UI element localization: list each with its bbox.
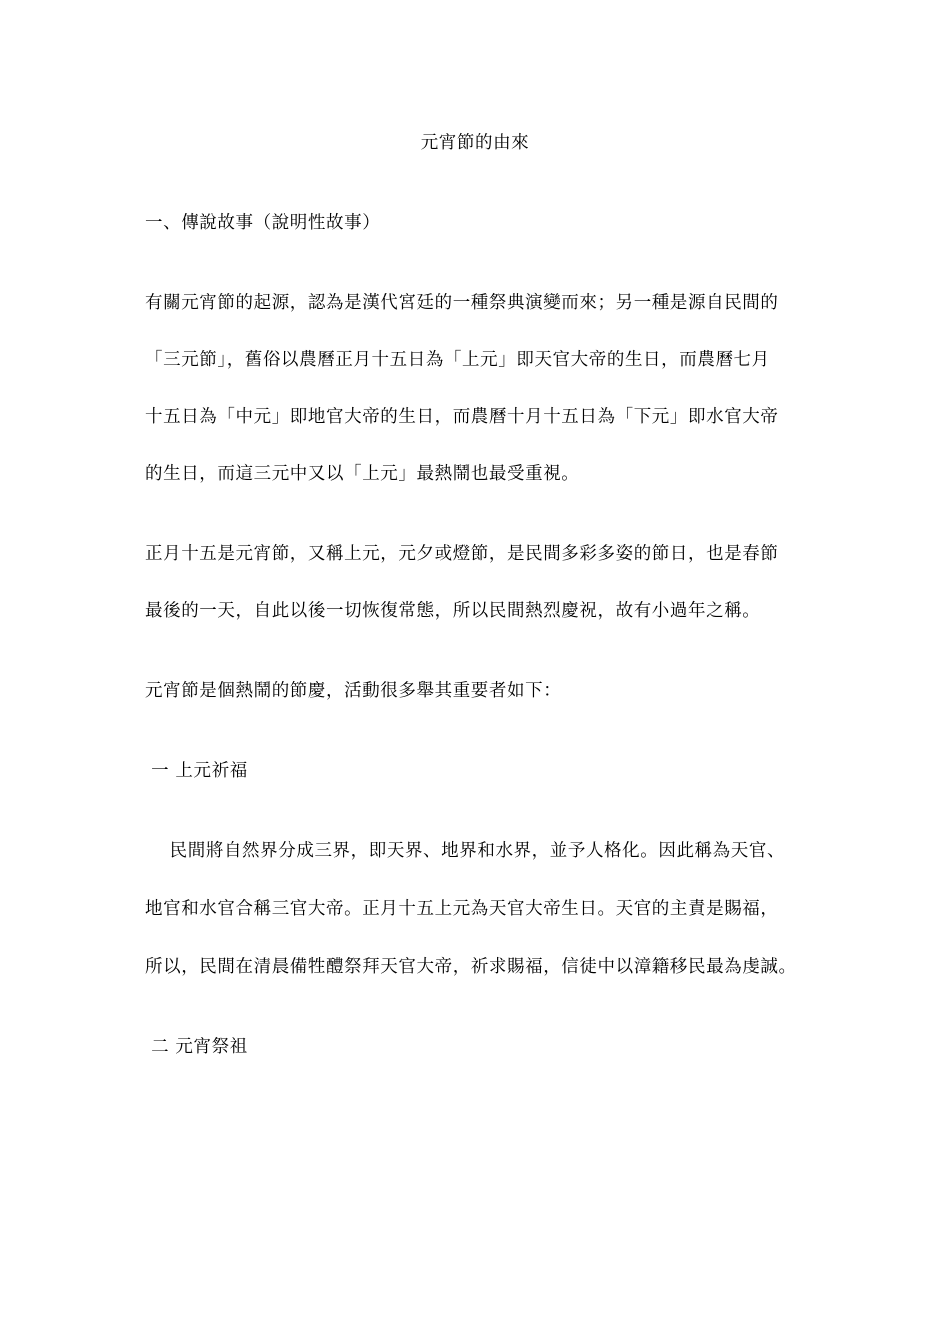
- paragraph-2-line-1: 正月十五是元宵節，又稱上元，元夕或燈節，是民間多彩多姿的節日，也是春節: [145, 544, 779, 564]
- paragraph-4-line-1: 民間將自然界分成三界，即天界、地界和水界，並予人格化。因此稱為天官、: [145, 841, 786, 861]
- paragraph-2-line-2: 最後的一天，自此以後一切恢復常態，所以民間熱烈慶祝，故有小過年之稱。: [145, 601, 761, 621]
- paragraph-1-line-4: 的生日，而這三元中又以「上元」最熱鬧也最受重視。: [145, 464, 580, 484]
- paragraph-1-line-2: 「三元節」，舊俗以農曆正月十五日為「上元」即天官大帝的生日，而農曆七月: [145, 350, 770, 370]
- paragraph-1-line-3: 十五日為「中元」即地官大帝的生日，而農曆十月十五日為「下元」即水官大帝: [145, 407, 779, 427]
- section-heading: 一、傳說故事（說明性故事）: [145, 213, 381, 233]
- subheading-2: 二 元宵祭祖: [145, 1037, 248, 1057]
- paragraph-3: 元宵節是個熱鬧的節慶，活動很多舉其重要者如下：: [145, 681, 562, 701]
- subheading-1: 一 上元祈福: [145, 761, 248, 781]
- document-title: 元宵節的由來: [420, 133, 530, 153]
- paragraph-1-line-1: 有關元宵節的起源，認為是漢代宮廷的一種祭典演變而來；另一種是源自民間的: [145, 293, 779, 313]
- paragraph-4-line-3: 所以，民間在清晨備牲醴祭拜天官大帝，祈求賜福，信徒中以漳籍移民最為虔誠。: [145, 957, 797, 977]
- paragraph-4-line-2: 地官和水官合稱三官大帝。正月十五上元為天官大帝生日。天官的主責是賜福，: [145, 899, 779, 919]
